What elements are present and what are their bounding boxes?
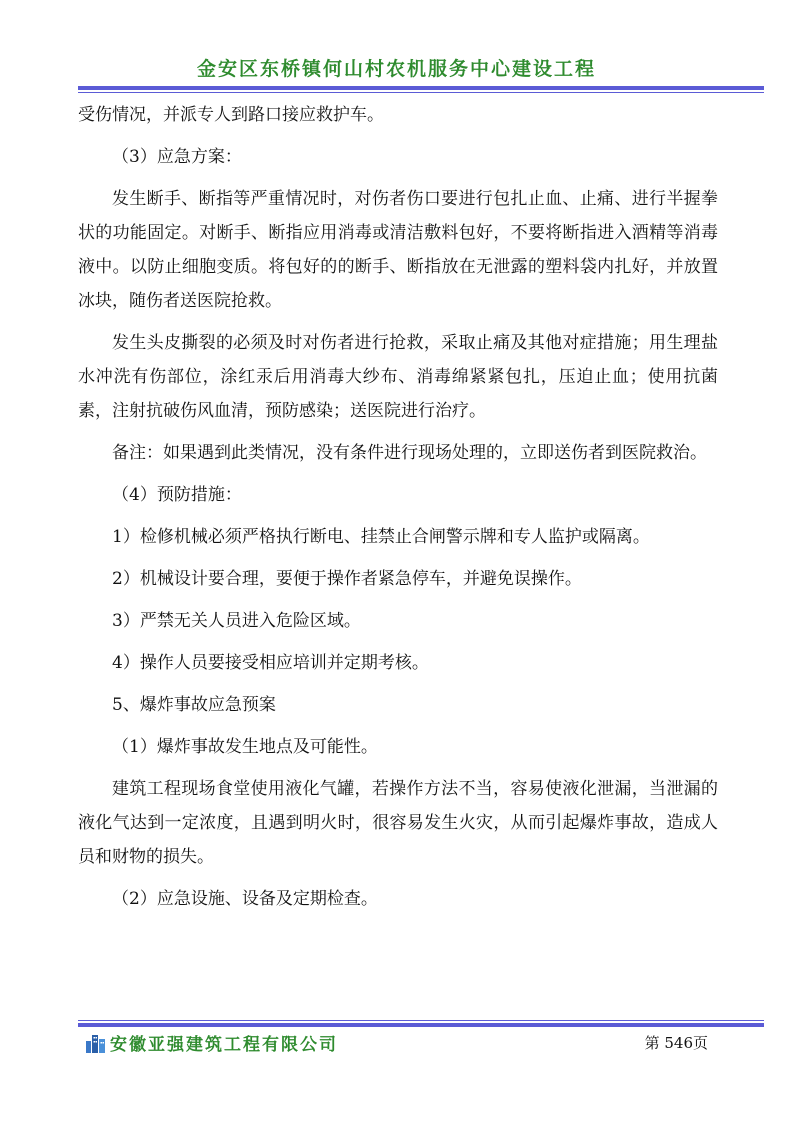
page-header-title: 金安区东桥镇何山村农机服务中心建设工程 [196, 58, 596, 80]
footer-company-name: 安徽亚强建筑工程有限公司 [110, 1035, 338, 1055]
paragraph: 3）严禁无关人员进入危险区域。 [112, 611, 361, 631]
paragraph: （3）应急方案： [112, 147, 242, 167]
section-heading: 5、爆炸事故应急预案 [112, 695, 276, 715]
building-logo-icon [85, 1031, 107, 1053]
paragraph: （1）爆炸事故发生地点及可能性。 [112, 737, 378, 757]
paragraph: 建筑工程现场食堂使用液化气罐，若操作方法不当，容易使液化泄漏，当泄漏的液化气达到一定浓度，且遇到明火时，很容易发生火灾，从而引起爆炸事故，造成人员和财物的损失。 [78, 779, 718, 867]
paragraph: 受伤情况，并派专人到路口接应救护车。 [78, 105, 384, 125]
header-divider [78, 86, 764, 93]
paragraph: 2）机械设计要合理，要便于操作者紧急停车，并避免误操作。 [112, 569, 582, 589]
paragraph: 备注：如果遇到此类情况，没有条件进行现场处理的，立即送伤者到医院救治。 [112, 443, 707, 463]
paragraph: （4）预防措施： [112, 485, 242, 505]
footer-divider [78, 1020, 764, 1027]
paragraph: 4）操作人员要接受相应培训并定期考核。 [112, 653, 429, 673]
paragraph: 1）检修机械必须严格执行断电、挂禁止合闸警示牌和专人监护或隔离。 [112, 527, 650, 547]
document-body [78, 98, 718, 924]
paragraph: 发生头皮撕裂的必须及时对伤者进行抢救，采取止痛及其他对症措施；用生理盐水冲洗有伤部位，涂红汞后用消毒大纱布、消毒绵紧紧包扎，压迫止血；使用抗菌素，注射抗破伤风血清，预防感染；送医院进行治疗。 [78, 333, 718, 421]
paragraph: （2）应急设施、设备及定期检查。 [112, 889, 378, 909]
paragraph: 发生断手、断指等严重情况时，对伤者伤口要进行包扎止血、止痛、进行半握拳状的功能固定。对断手、断指应用消毒或清洁敷料包好，不要将断指进入酒精等消毒液中。以防止细胞变质。将包好的的断手、断指放在无泄露的塑料袋内扎好，并放置冰块，随伤者送医院抢救。 [78, 189, 718, 311]
page-number: 第 546页 [644, 1034, 708, 1052]
